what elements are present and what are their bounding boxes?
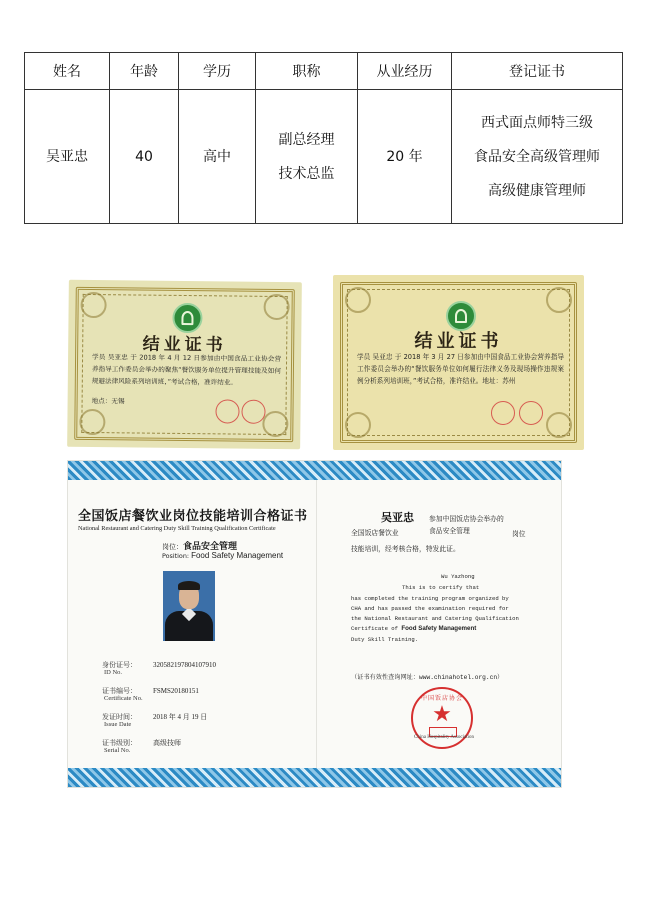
certificate-body: 学员 吴亚忠 于 2018 年 4 月 12 日参加由中国食品工业协会营养指导工作委员会举办的聚焦“餐饮服务单位提升管理技能及如何规避法律风险系列培训班，”考试合格，准许结业。 bbox=[91, 353, 282, 387]
cn-line-1: 参加中国饭店协会举办的 bbox=[429, 515, 504, 523]
english-line-5a: Certificate of bbox=[351, 625, 398, 632]
header-experience: 从业经历 bbox=[358, 53, 452, 90]
certificate-title: 全国饭店餐饮业岗位技能培训合格证书 bbox=[78, 509, 308, 524]
serial-label: 证书级别： bbox=[102, 739, 137, 747]
header-title: 职称 bbox=[256, 53, 358, 90]
certificate-title: 结业证书 bbox=[414, 331, 503, 352]
certificate-number-label-en: Certificate No. bbox=[104, 695, 143, 702]
english-position: Food Safety Management bbox=[401, 625, 477, 632]
cell-titles bbox=[256, 90, 358, 224]
issue-date-label: 发证时间： bbox=[102, 713, 137, 721]
header-education: 学历 bbox=[179, 53, 256, 90]
english-line-1: This is to certify that bbox=[402, 584, 480, 591]
id-label: 身份证号： bbox=[102, 661, 137, 669]
header-certificates: 登记证书 bbox=[452, 53, 623, 90]
issue-date-value: 2018 年 4 月 19 日 bbox=[153, 713, 208, 721]
completion-certificate-a bbox=[67, 280, 302, 449]
ornament-icon bbox=[79, 409, 105, 435]
star-icon: ★ bbox=[432, 702, 452, 727]
post-label: 岗位： bbox=[162, 543, 183, 551]
cell-education: 高中 bbox=[179, 90, 256, 224]
ornament-icon bbox=[546, 412, 572, 438]
certificate-number-label: 证书编号： bbox=[102, 687, 137, 695]
cn-line-2a: 全国饭店餐饮业 bbox=[351, 529, 399, 537]
english-line-5 bbox=[351, 624, 476, 633]
emblem-icon bbox=[172, 303, 202, 333]
seal-icon bbox=[519, 401, 543, 425]
qualification-certificate bbox=[67, 460, 562, 788]
certificate-body-text: 学员 吴亚忠 于 2018 年 3 月 27 日参加由中国食品工业协会营养指导工作委员会举办的“餐饮服务单位如何履行法律义务及现场操作违规案例分析系列培训班，”考试合格，准许结业。地址： bbox=[357, 353, 564, 385]
verification-site: （证书有效性查询网址：www.chinahotel.org.cn） bbox=[351, 674, 504, 681]
cn-line-3: 技能培训，经考核合格，特发此证。 bbox=[351, 545, 460, 553]
place-label: 地点： bbox=[91, 397, 112, 406]
holder-photo bbox=[163, 571, 215, 641]
position-label: Position: bbox=[162, 552, 190, 560]
seal-english: China Hospitality Association bbox=[414, 735, 474, 740]
cell-age: 40 bbox=[110, 90, 179, 224]
cell-experience: 20 年 bbox=[358, 90, 452, 224]
certificate-line: 高级健康管理师 bbox=[488, 182, 586, 199]
header-name: 姓名 bbox=[25, 53, 110, 90]
serial-label-en: Serial No. bbox=[104, 747, 131, 754]
ornament-icon bbox=[80, 292, 106, 318]
seal-icon bbox=[241, 400, 265, 424]
ornament-icon bbox=[345, 412, 371, 438]
certificate-line: 西式面点师特三级 bbox=[481, 114, 593, 131]
serial-field bbox=[102, 739, 181, 755]
table-row bbox=[25, 90, 623, 224]
post-value: 食品安全管理 bbox=[183, 542, 238, 552]
cell-certificates bbox=[452, 90, 623, 224]
fold-line bbox=[316, 480, 317, 768]
cn-line-2b: 食品安全管理 bbox=[429, 527, 470, 535]
certificate-subtitle: National Restaurant and Catering Duty Skill Training Qualification Certificate bbox=[78, 525, 276, 532]
issue-date-label-en: Issue Date bbox=[104, 721, 132, 728]
ornament-icon bbox=[345, 287, 371, 313]
ornament-icon bbox=[262, 411, 288, 437]
english-name: Wu Yazhong bbox=[441, 573, 475, 580]
certificate-number-value: FSMS20180151 bbox=[153, 687, 199, 695]
title-line: 副总经理 bbox=[278, 131, 335, 148]
english-line-3: CHA and has passed the examination required for bbox=[351, 605, 509, 612]
decorative-band bbox=[68, 461, 561, 480]
place-value: 无锡 bbox=[111, 397, 125, 406]
id-value: 320582197804107910 bbox=[153, 661, 216, 669]
place-value: 苏州 bbox=[502, 377, 516, 385]
info-table bbox=[24, 52, 623, 224]
ornament-icon bbox=[263, 294, 289, 320]
seal-icon bbox=[491, 401, 515, 425]
certificate-body bbox=[357, 351, 564, 387]
header-age: 年龄 bbox=[110, 53, 179, 90]
cell-name: 吴亚忠 bbox=[25, 90, 110, 224]
position-value: Food Safety Management bbox=[191, 551, 284, 560]
position-row bbox=[162, 551, 283, 560]
seal-icon bbox=[215, 399, 239, 423]
decorative-band bbox=[68, 768, 561, 787]
completion-certificate-b bbox=[333, 275, 584, 450]
seal-text: 中国饭店协会 bbox=[420, 695, 463, 702]
table-header-row bbox=[25, 53, 623, 90]
certificate-line: 食品安全高级管理师 bbox=[474, 148, 600, 165]
id-field bbox=[102, 661, 216, 677]
id-label-en: ID No. bbox=[104, 669, 123, 676]
ornament-icon bbox=[546, 287, 572, 313]
english-line-4: the National Restaurant and Catering Qualification bbox=[351, 615, 519, 622]
certificate-title: 结业证书 bbox=[142, 334, 227, 356]
title-line: 技术总监 bbox=[278, 165, 335, 182]
issue-date-field bbox=[102, 713, 208, 729]
serial-value: 高级技师 bbox=[153, 739, 181, 747]
english-line-6: Duty Skill Training. bbox=[351, 636, 419, 643]
holder-name: 吴亚忠 bbox=[381, 511, 414, 524]
cn-line-2c: 岗位 bbox=[512, 530, 526, 538]
english-line-2: has completed the training program organized by bbox=[351, 595, 509, 602]
certificate-number-field bbox=[102, 687, 199, 703]
